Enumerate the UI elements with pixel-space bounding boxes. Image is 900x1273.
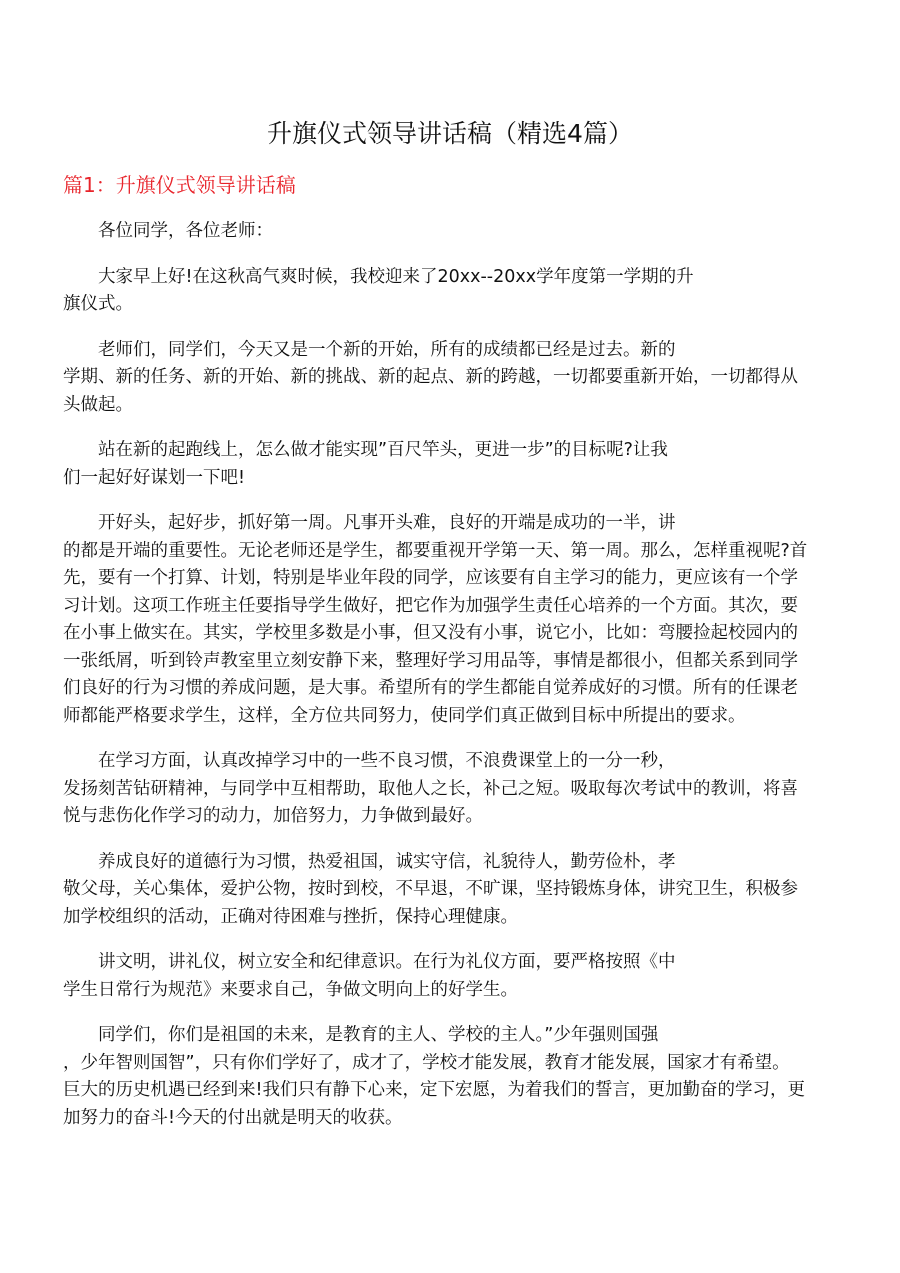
paragraph-line: 养成良好的道德行为习惯，热爱祖国，诚实守信，礼貌待人，勤劳俭朴，孝 xyxy=(98,851,676,872)
paragraph-line: 在小事上做实在。其实，学校里多数是小事，但又没有小事，说它小，比如：弯腰捡起校园内的 xyxy=(63,623,798,643)
paragraph-line: 各位同学，各位老师： xyxy=(98,221,273,241)
paragraph xyxy=(63,437,838,492)
paragraph-line: 习计划。这项工作班主任要指导学生做好，把它作为加强学生责任心培养的一个方面。其次，要 xyxy=(63,595,798,616)
paragraph-line: 老师们，同学们，今天又是一个新的开始，所有的成绩都已经是过去。新的 xyxy=(98,339,676,360)
paragraph xyxy=(63,748,838,831)
paragraph-line: 在学习方面，认真改掉学习中的一些不良习惯，不浪费课堂上的一分一秒， xyxy=(98,751,676,771)
paragraph xyxy=(63,510,838,730)
paragraph-line: 们良好的行为习惯的养成问题，是大事。希望所有的学生都能自觉养成好的习惯。所有的任课老 xyxy=(63,678,798,698)
document-body xyxy=(63,218,838,1150)
paragraph xyxy=(63,849,838,932)
paragraph xyxy=(63,1022,838,1132)
paragraph-line: 悦与悲伤化作学习的动力，加倍努力，力争做到最好。 xyxy=(63,806,483,826)
paragraph xyxy=(63,949,838,1004)
paragraph-line: 旗仪式。 xyxy=(63,294,133,314)
paragraph-line: 师都能严格要求学生，这样，全方位共同努力，使同学们真正做到目标中所提出的要求。 xyxy=(63,705,746,726)
paragraph xyxy=(63,337,838,420)
paragraph-line: 先，要有一个打算、计划，特别是毕业年段的同学，应该要有自主学习的能力，更应该有一个学 xyxy=(63,568,798,588)
paragraph-line: ，少年智则国智”，只有你们学好了，成才了，学校才能发展，教育才能发展，国家才有希望。 xyxy=(63,1052,790,1073)
paragraph-line: 巨大的历史机遇已经到来!我们只有静下心来，定下宏愿，为着我们的誓言，更加勤奋的学习，更 xyxy=(63,1080,806,1100)
paragraph-line: 发扬刻苦钻研精神，与同学中互相帮助，取他人之长，补己之短。吸取每次考试中的教训，将喜 xyxy=(63,778,798,799)
paragraph-line: 加努力的奋斗!今天的付出就是明天的收获。 xyxy=(63,1107,403,1128)
paragraph-line: 大家早上好!在这秋高气爽时候，我校迎来了20xx--20xx学年度第一学期的升 xyxy=(98,266,694,287)
paragraph-line: 头做起。 xyxy=(63,394,133,415)
paragraph xyxy=(63,264,838,319)
paragraph-line: 敬父母，关心集体，爱护公物，按时到校，不早退，不旷课，坚持锻炼身体，讲究卫生，积极参 xyxy=(63,879,798,899)
paragraph-line: 们一起好好谋划一下吧! xyxy=(63,467,246,488)
paragraph-line: 学生日常行为规范》来要求自己，争做文明向上的好学生。 xyxy=(63,979,518,1000)
paragraph-line: 一张纸屑，听到铃声教室里立刻安静下来，整理好学习用品等，事情是都很小，但都关系到同学 xyxy=(63,650,798,671)
paragraph-line: 加学校组织的活动，正确对待困难与挫折，保持心理健康。 xyxy=(63,906,518,927)
paragraph-line: 学期、新的任务、新的开始、新的挑战、新的起点、新的跨越，一切都要重新开始，一切都得从 xyxy=(63,367,798,387)
section-heading: 篇1：升旗仪式领导讲话稿 xyxy=(63,173,296,197)
paragraph xyxy=(63,218,838,246)
paragraph-line: 开好头，起好步，抓好第一周。凡事开头难，良好的开端是成功的一半，讲 xyxy=(98,513,676,533)
paragraph-line: 同学们，你们是祖国的未来，是教育的主人、学校的主人。”少年强则国强 xyxy=(98,1025,659,1045)
document-title: 升旗仪式领导讲话稿（精选4篇） xyxy=(267,119,633,148)
paragraph-line: 讲文明，讲礼仪，树立安全和纪律意识。在行为礼仪方面，要严格按照《中 xyxy=(98,952,676,972)
paragraph-line: 站在新的起跑线上，怎么做才能实现”百尺竿头，更进一步”的目标呢?让我 xyxy=(98,440,668,460)
paragraph-line: 的都是开端的重要性。无论老师还是学生，都要重视开学第一天、第一周。那么，怎样重视呢?首 xyxy=(63,540,808,561)
